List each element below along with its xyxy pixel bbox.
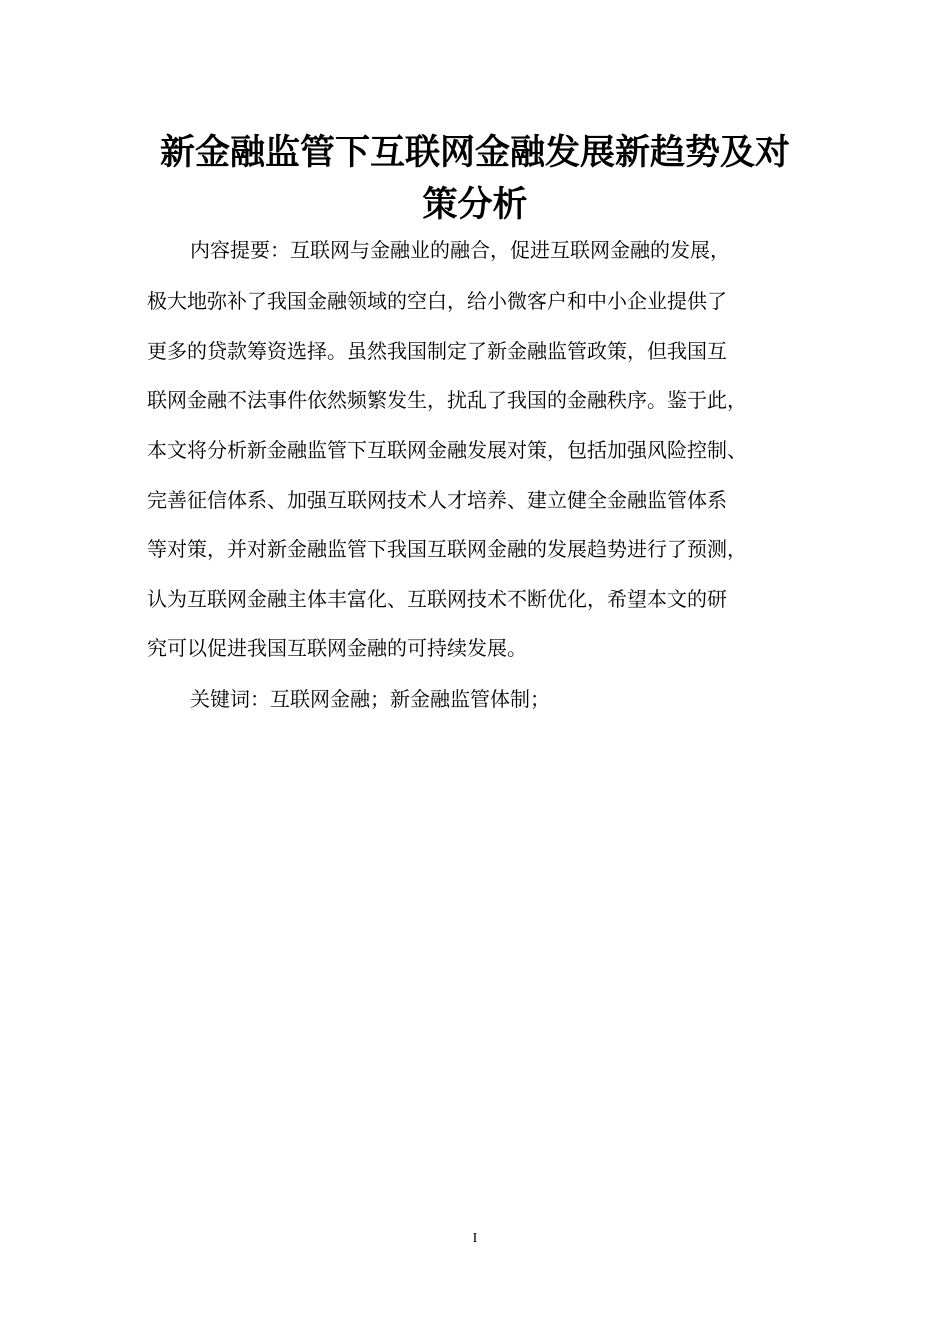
abstract-line-7: 等对策，并对新金融监管下我国互联网金融的发展趋势进行了预测， xyxy=(147,537,747,561)
document-title-line-1: 新金融监管下互联网金融发展新趋势及对 xyxy=(159,132,790,173)
page-number: I xyxy=(472,1231,478,1246)
abstract-line-8: 认为互联网金融主体丰富化、互联网技术不断优化，希望本文的研 xyxy=(147,587,727,611)
abstract-line-1: 内容提要：互联网与金融业的融合，促进互联网金融的发展， xyxy=(190,238,730,262)
document-title-line-2: 策分析 xyxy=(422,184,528,225)
abstract-line-6: 完善征信体系、加强互联网技术人才培养、建立健全金融监管体系 xyxy=(147,488,727,512)
abstract-line-2: 极大地弥补了我国金融领域的空白，给小微客户和中小企业提供了 xyxy=(147,289,727,313)
keywords-line: 关键词：互联网金融；新金融监管体制； xyxy=(190,687,550,711)
abstract-line-4: 联网金融不法事件依然频繁发生，扰乱了我国的金融秩序。鉴于此， xyxy=(147,388,747,412)
abstract-line-5: 本文将分析新金融监管下互联网金融发展对策，包括加强风险控制、 xyxy=(147,438,747,462)
abstract-line-3: 更多的贷款筹资选择。虽然我国制定了新金融监管政策，但我国互 xyxy=(147,339,727,363)
abstract-line-9: 究可以促进我国互联网金融的可持续发展。 xyxy=(147,636,527,660)
